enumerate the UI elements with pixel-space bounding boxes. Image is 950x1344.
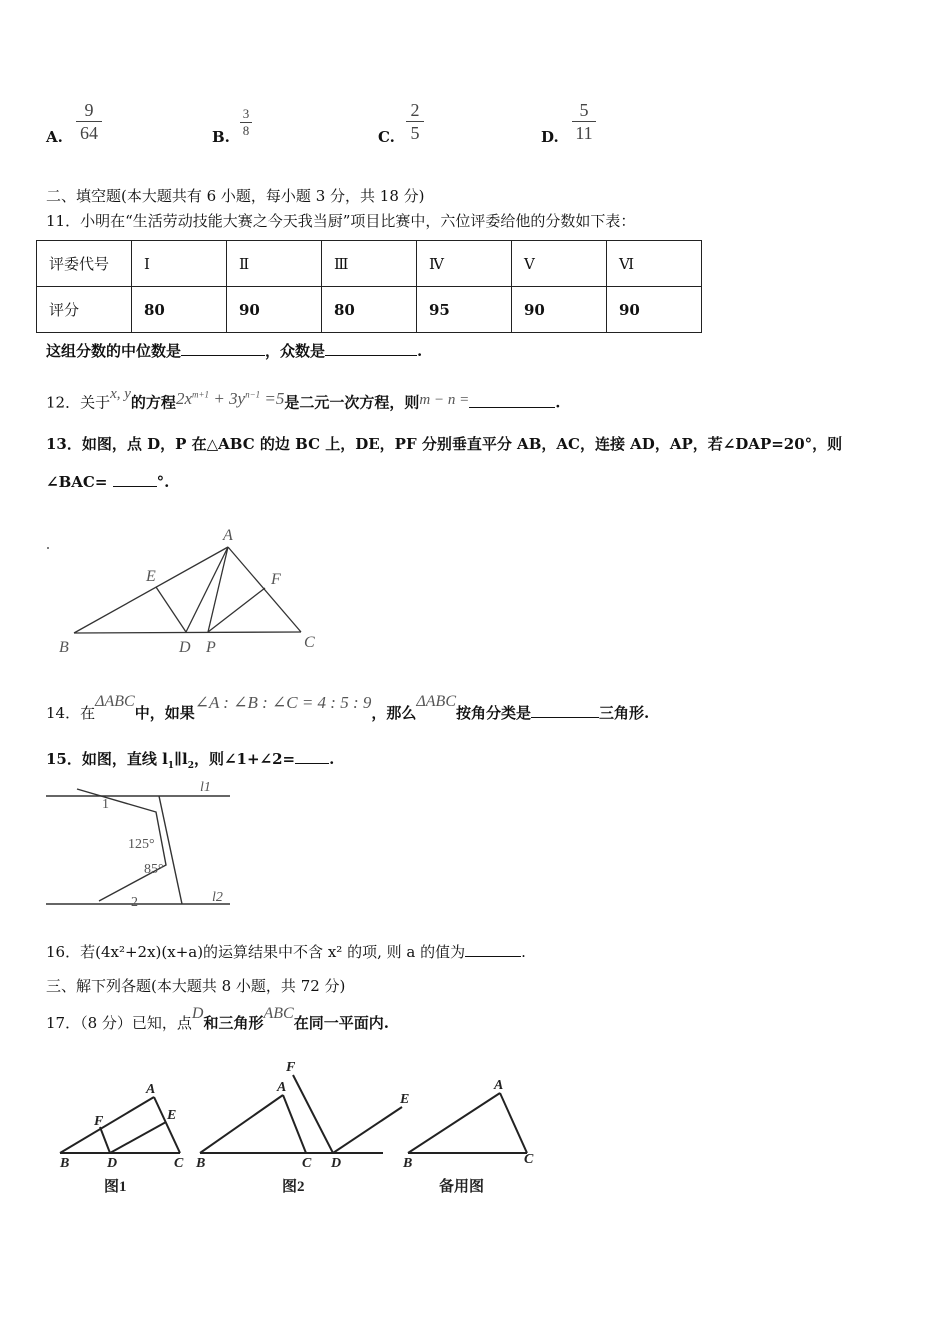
label-125: 125° — [128, 837, 155, 852]
table-cell: 评分 — [37, 287, 132, 333]
q16-blank[interactable] — [465, 942, 521, 957]
q16-text: 16．若(4x²+2x)(x+a)的运算结果中不含 x² 的项, 则 a 的值为 — [46, 943, 466, 961]
q15-blank[interactable] — [295, 749, 329, 764]
option-c-numerator: 2 — [410, 100, 420, 120]
q12-period: . — [555, 393, 561, 412]
label-b: B — [59, 639, 69, 656]
option-c-denominator: 5 — [410, 123, 420, 143]
label-a: A — [223, 527, 233, 544]
q15-question: ，则∠1+∠2= — [193, 750, 296, 768]
label-angle-2: 2 — [131, 895, 138, 910]
fig1-label-c: C — [174, 1156, 184, 1171]
q11-answer-line — [46, 341, 422, 361]
q16-line — [46, 942, 526, 962]
option-b-numerator: 3 — [242, 106, 250, 121]
q14-triangle-2: ΔABC — [416, 693, 456, 710]
option-a-denominator: 64 — [80, 123, 98, 143]
label-85: 85° — [144, 862, 164, 877]
fig3-label-a: A — [494, 1078, 504, 1093]
table-header-cell: Ⅱ — [227, 241, 322, 287]
q13-triangle-figure — [40, 520, 340, 660]
q12-expression: m − n = — [419, 391, 470, 408]
q12-equation — [176, 389, 284, 408]
fig1-label-d: D — [107, 1156, 118, 1171]
table-cell: 80 — [132, 287, 227, 333]
q15-parallel: ∥l — [174, 750, 188, 768]
segment-de — [156, 587, 186, 632]
fig3-side-ac — [500, 1093, 527, 1153]
table-header-cell: Ⅰ — [132, 241, 227, 287]
table-cell: 95 — [417, 287, 512, 333]
label-l2: l2 — [212, 890, 223, 905]
table-header-cell: Ⅵ — [607, 241, 702, 287]
fig1-label-a: A — [146, 1082, 156, 1097]
q15-period: . — [329, 750, 335, 768]
q17-prefix: 17．（8 分）已知，点 — [46, 1014, 192, 1032]
label-e: E — [146, 568, 156, 585]
q15-line — [46, 749, 334, 776]
fig1-segment-df — [100, 1127, 110, 1153]
q14-ratio: ∠A : ∠B : ∠C = 4 : 5 : 9 — [194, 693, 372, 712]
segment-ad — [186, 547, 228, 632]
q11-period: . — [417, 342, 423, 360]
q14-blank[interactable] — [531, 703, 599, 718]
q15-sub2: 2 — [187, 761, 194, 771]
fig3-label-b: B — [403, 1156, 413, 1171]
option-b-fraction — [240, 107, 252, 138]
label-f: F — [271, 571, 281, 588]
table-header-cell: 评委代号 — [37, 241, 132, 287]
transversal-line — [159, 796, 182, 904]
q15-prefix: 15．如图，直线 l — [46, 750, 168, 768]
fig3-side-ab — [408, 1093, 500, 1153]
q15-sub1: 1 — [167, 761, 175, 771]
fig2-ray-de — [333, 1107, 402, 1153]
q14-if: 中，如果 — [134, 704, 195, 722]
q13-angle-label: ∠BAC= — [46, 473, 113, 491]
q17-figures — [50, 1055, 550, 1200]
q12-eq-end: =5 — [260, 388, 285, 408]
fig1-side-ac — [154, 1097, 180, 1153]
table-cell: 90 — [512, 287, 607, 333]
q14-suffix: 三角形. — [599, 704, 650, 722]
q11-mode-label: ，众数是 — [265, 342, 326, 360]
q12-exp1: m+1 — [191, 389, 210, 399]
fig2-side-ac — [283, 1095, 306, 1153]
fig3-caption: 备用图 — [439, 1179, 485, 1195]
fig1-label-f: F — [94, 1114, 104, 1129]
fig1-label-b: B — [60, 1156, 70, 1171]
q17-point: D — [191, 1005, 204, 1022]
fig1-segment-de — [110, 1122, 166, 1153]
side-ac — [228, 547, 301, 632]
side-ba — [74, 547, 228, 633]
fig3-label-c: C — [524, 1152, 534, 1167]
q14-prefix: 14．在 — [46, 704, 96, 722]
option-d-fraction — [572, 100, 596, 143]
q12-equation-label: 的方程 — [130, 393, 176, 412]
fig2-ray-df — [293, 1075, 333, 1153]
q11-text: 11．小明在“生活劳动技能大赛之今天我当厨”项目比赛中，六位评委给他的分数如下表： — [46, 212, 636, 230]
q17-and-triangle: 和三角形 — [203, 1014, 264, 1032]
q12-line — [46, 385, 561, 414]
q14-line — [46, 693, 650, 724]
fig2-label-f: F — [286, 1060, 296, 1075]
option-a-letter[interactable]: A. — [46, 128, 63, 146]
table-header-cell: Ⅲ — [322, 241, 417, 287]
option-b-letter[interactable]: B. — [212, 128, 230, 146]
q13-degree: °. — [156, 473, 170, 491]
fig2-caption: 图2 — [282, 1179, 305, 1195]
q14-then: ，那么 — [371, 704, 417, 722]
q17-line — [46, 1005, 389, 1034]
option-b-denominator: 8 — [242, 123, 250, 138]
q14-classify: 按角分类是 — [456, 704, 532, 722]
fig2-side-ab — [200, 1095, 283, 1153]
option-c-letter[interactable]: C. — [378, 128, 395, 146]
mode-blank[interactable] — [325, 341, 417, 356]
q12-eq-term1: 2x — [175, 388, 192, 408]
q14-triangle: ΔABC — [95, 693, 135, 710]
section-2-heading: 二、填空题(本大题共有 6 小题，每小题 3 分，共 18 分) — [46, 187, 425, 205]
option-c-fraction — [406, 100, 424, 143]
table-cell: 90 — [607, 287, 702, 333]
fig2-label-b: B — [196, 1156, 206, 1171]
q17-triangle: ABC — [263, 1005, 294, 1022]
fig2-label-a: A — [277, 1080, 287, 1095]
q15-parallel-lines-figure — [40, 775, 235, 910]
q17-suffix: 在同一平面内. — [293, 1014, 389, 1032]
q12-eq-term2: + 3y — [209, 388, 246, 408]
label-c: C — [304, 634, 315, 651]
table-header-cell: Ⅳ — [417, 241, 512, 287]
q16-period: . — [521, 943, 526, 961]
median-blank[interactable] — [181, 341, 265, 356]
score-table — [36, 240, 702, 333]
option-a-numerator: 9 — [84, 100, 94, 120]
fig2-label-e: E — [400, 1092, 410, 1107]
fig1-label-e: E — [167, 1108, 177, 1123]
q11-median-label: 这组分数的中位数是 — [46, 342, 182, 360]
q13-line2 — [46, 472, 169, 492]
option-d-denominator: 11 — [575, 123, 593, 143]
q13-blank[interactable] — [113, 472, 157, 487]
option-d-numerator: 5 — [579, 100, 589, 120]
table-cell: 80 — [322, 287, 417, 333]
table-header-cell: Ⅴ — [512, 241, 607, 287]
fig1-caption: 图1 — [104, 1179, 127, 1195]
table-row — [37, 287, 702, 333]
label-p: P — [206, 639, 216, 656]
table-row — [37, 241, 702, 287]
q12-condition: 是二元一次方程，则 — [284, 393, 420, 412]
label-l1: l1 — [200, 780, 211, 795]
q12-prefix: 12．关于 — [46, 393, 111, 412]
q12-variables: x, y — [110, 385, 131, 402]
option-a-fraction — [76, 100, 102, 143]
q13-line1: 13．如图，点 D，P 在△ABC 的边 BC 上，DE，PF 分别垂直平分 AB，AC，连接 AD，AP，若∠DAP=20°，则 — [46, 435, 843, 453]
q12-blank[interactable] — [469, 393, 555, 408]
fig2-label-d: D — [331, 1156, 342, 1171]
option-d-letter[interactable]: D. — [541, 128, 559, 146]
label-angle-1: 1 — [102, 797, 109, 812]
fig2-label-c: C — [302, 1156, 312, 1171]
label-d: D — [179, 639, 191, 656]
section-3-heading: 三、解下列各题(本大题共 8 小题，共 72 分) — [46, 977, 346, 995]
side-bc — [74, 632, 301, 633]
table-cell: 90 — [227, 287, 322, 333]
q12-exp2: n−1 — [245, 389, 261, 399]
